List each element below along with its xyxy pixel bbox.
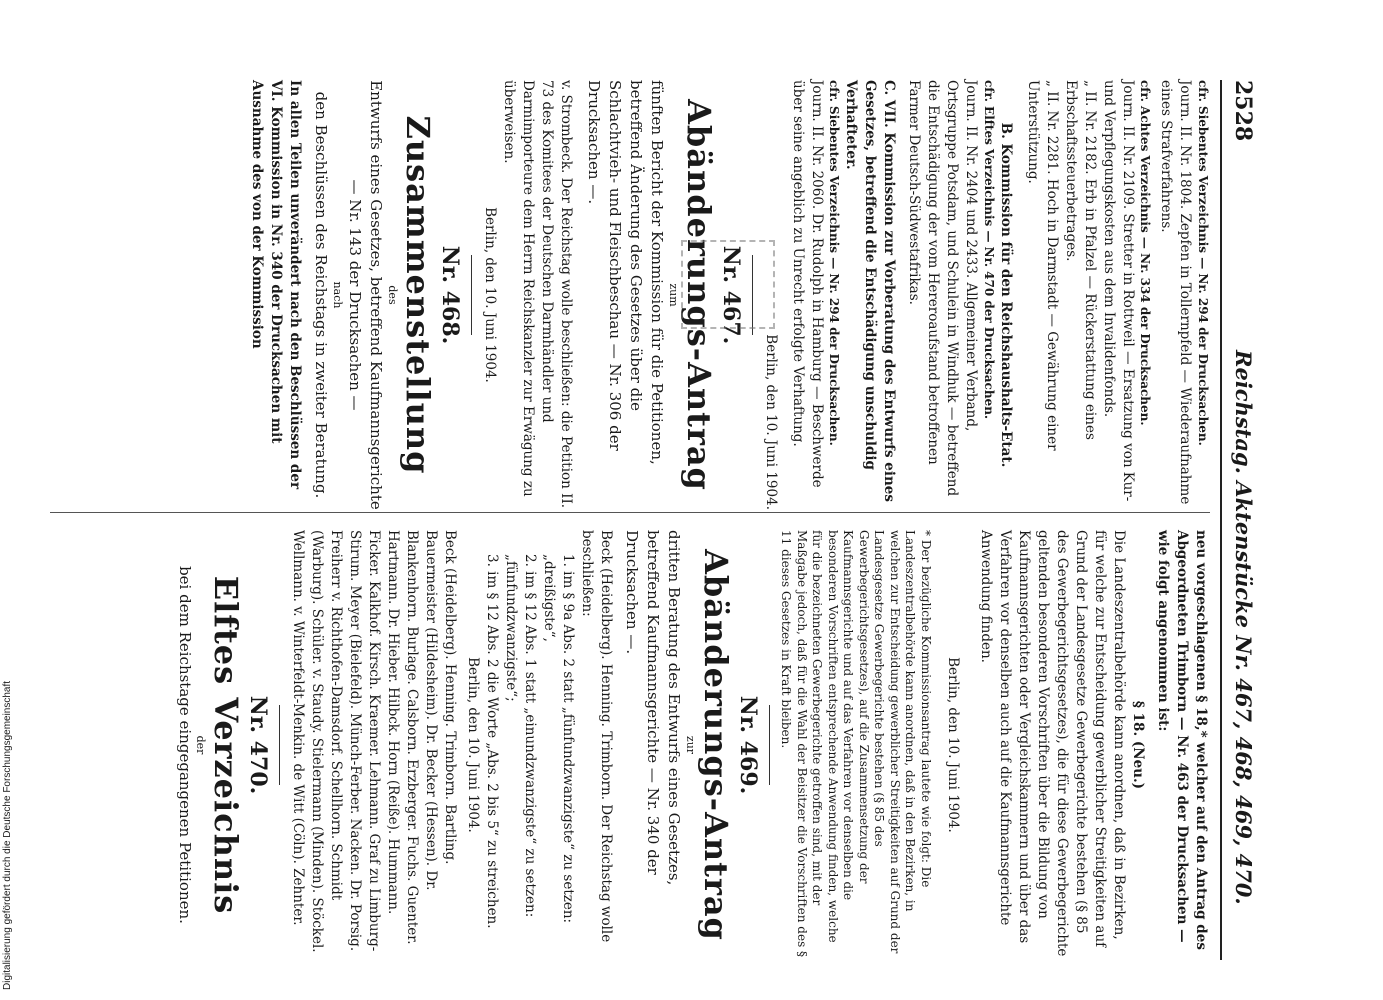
doc-title-468: Zusammenstellung [399,115,437,475]
library-stamp [681,240,775,329]
connector: nach [331,281,344,309]
b-line: cfr. Elftes Verzeichnis — Nr. 470 der Drucksachen. [982,80,996,420]
intro-line: „ II. Nr. 2281. Hoch in Darmstadt — Gewährung einer Unterstützung. [1025,80,1060,451]
date: Berlin, den 10. Juni 1904. [763,334,779,510]
doc-number-468: Nr. 468. [437,245,463,345]
side-note: Digitalisierung gefördert durch die Deutsche Forschungsgemeinschaft [2,680,13,990]
column-divider [50,512,1210,513]
date: Berlin, den 10. Juni 1904. [465,657,481,833]
c-line: cfr. Siebentes Verzeichnis — Nr. 294 der Drucksachen. [827,80,842,446]
c-line: Journ. II. Nr. 2060. Dr. Rudolph in Hamburg — Beschwerde über seine angeblich zu Unrecht erfolgte Verhaftung. [790,80,825,488]
doc-number-467: Nr. 467. [718,245,744,345]
section-c: C. VII. Kommission zur Vorberatung des Entwurfs eines Gesetzes, betreffend die Entschädigung unschuldig Verhafteter. [843,80,898,502]
body-470: bei dem Reichstage eingegangenen Petitionen. [176,566,194,924]
motion: Beck (Heidelberg). Henning. Trimborn. Der Reichstag wolle beschließen: [579,530,614,943]
date: Berlin, den 10. Juni 1904. [482,207,498,383]
intro-line: Journ. II. Nr. 2109. Stretter in Rottweil — Ersatzung von Kur- und Verpflegungskosten aus dem Invalidenfonds. [1101,80,1136,502]
paragraph-heading: § 18. (Neu.) [1130,700,1146,790]
body-468: Entwurfs eines Gesetzes, betreffend Kaufmannsgerichte — Nr. 143 der Drucksachen — [346,80,385,510]
connector: zur [684,735,697,755]
doc-number-470: Nr. 470. [245,695,271,795]
body-468c: In allen Teilen unverändert nach den Beschlüssen der VI. Kommission in Nr. 340 der Drucksachen mit Ausnahme des von der Kommission [249,80,303,490]
signers: Beck (Heidelberg). Henning. Trimborn. Bartling. Bauermeister (Hildesheim). Dr. Becker (Hessen). Dr. Blankenhorn. Burlage. Calsborn. Erzberger. Fuchs. Guenter. Hartmann. Dr. Hieber. Hilbck. Horn (Reiße). Hummann. Ficker. Kalkhof. Kirsch. Kraemer. Lehmann. Graf zu Limburg-Stirum. Meyer (Bielefeld). Münch-Ferber. Nacken. Dr. Porsig. Freiherr v. Richthofen-Damsdorf. Schellhorn. Schmidt (Warburg). Schüler. v. Staudy. Stielermann (Minden). Stöckel. Wellmann. v. Winterfeldt-Menkin. de Witt (Cöln). Zehnter. [290,530,458,953]
motion-item: 2. im § 12 Abs. 1 statt „einundzwanzigste“ zu setzen: „fünfundzwanzigste“; [503,554,538,918]
motion-item: 3. im § 12 Abs. 2 die Worte „Abs. 2 bis 5“ zu streichen. [484,554,500,929]
body-469: dritten Beratung des Entwurfs eines Gesetzes, betreffend Kaufmannsgerichte — Nr. 340 der Drucksachen —. [623,530,683,886]
footnote: * Der bezügliche Kommissionsantrag lautete wie folgt: Die Landeszentralbehörde kann anordnen, daß in den Bezirken, in welchen zur Entscheidung gewerblicher Streitigkeiten auf Grund der Landesgesetze Gewerbegerichte bestehen (§ 85 des Gewerbegerichtsgesetzes), auf die Zusammensetzung der Kaufmannsgerichte und auf das Verfahren vor denselben die besonderen Vorschriften entsprechende Anwendung finden, welche für die bezeichneten Gewerbegerichte getroffen sind, mit der Maßgabe jedoch, daß für die Wahl der Beisitzer die Vorschriften des § 11 dieses Gesetzes in Kraft bleiben. [779,530,933,958]
intro-line: Journ. II. Nr. 1804. Zepfen in Tollernpfeld — Wiederaufnahme eines Strafverfahrens. [1158,80,1194,505]
divider [471,255,472,335]
continuation: neu vorgeschlagenen § 18,* welcher auf den Antrag des Abgeordneten Trimborn — Nr. 463 der Drucksachen — wie folgt angenommen ist: [1155,530,1209,950]
intro-line: cfr. Achtes Verzeichnis — Nr. 334 der Drucksachen. [1138,80,1153,426]
right-column [175,530,1210,960]
b-line: Journ. II. Nr. 2404 und 2433. Allgemeiner Verband, Ortsgruppe Potsdam, und Schulein in Windhuk — betreffend die Entschädigung der vom Hereroaufstand betroffenen Farmer Deutsch-Südwestafrikas. [906,80,980,497]
divider [769,705,770,785]
doc-title-467: Abänderungs-Antrag [680,99,718,491]
page-header [1220,80,1262,960]
motion-item: 1. im § 9a Abs. 2 statt „fünfundzwanzigste“ zu setzen: „dreißigste“, [541,554,576,924]
divider [279,705,280,785]
header-title: Reichstag. Aktenstücke Nr. 467, 468, 469, 470. [1231,350,1256,905]
doc-title-470: Elftes Verzeichnis [207,575,245,915]
rotated-page [20,0,1340,1000]
page-number: 2528 [1230,80,1256,142]
connector: des [386,285,399,305]
date: Berlin, den 10. Juni 1904. [945,657,961,833]
strombeck-motion: v. Strombeck. Der Reichstag wolle beschließen: die Petition II. 73 des Komitees der Deutschen Darmhändler und Darmimporteure dem Herrn Reichskanzler zur Erwägung zu überweisen. [501,80,574,509]
connector: der [194,735,207,755]
intro-line: cfr. Siebentes Verzeichnis — Nr. 294 der Drucksachen. [1196,80,1210,446]
doc-number-469: Nr. 469. [735,695,761,795]
side-strip [2,0,16,1000]
doc-title-469: Abänderungs-Antrag [697,549,735,941]
section-b: B. Kommission für den Reichshaushalts-Etat. [998,122,1014,468]
connector: zum [667,283,680,307]
intro-line: „ II. Nr. 2182. Erb in Pfalzel — Rückerstattung eines Erbschaftssteuerbetrages. [1063,80,1098,440]
body-467: fünften Bericht der Kommission für die Petitionen, betreffend Änderung des Gesetzes über die Schlachtvieh- und Fleischbeschau — Nr. 306 der Drucksachen —. [585,80,666,465]
paragraph-body: Die Landeszentralbehörde kann anordnen, daß in Bezirken, für welche zur Entscheidung gewerblicher Streitigkeiten auf Grund der Landesgesetze Gewerbegerichte bestehen (§ 85 des Gewerbegerichtsgesetzes), die für diese Gewerbegerichte geltenden besonderen Vorschriften über die Bildung von Kaufmannsgerichten oder Vergleichskammern und über das Verfahren vor denselben auch auf die Kaufmannsgerichte Anwendung finden. [978,530,1127,957]
body-468b: den Beschlüssen des Reichstags in zweiter Beratung. [312,91,330,499]
